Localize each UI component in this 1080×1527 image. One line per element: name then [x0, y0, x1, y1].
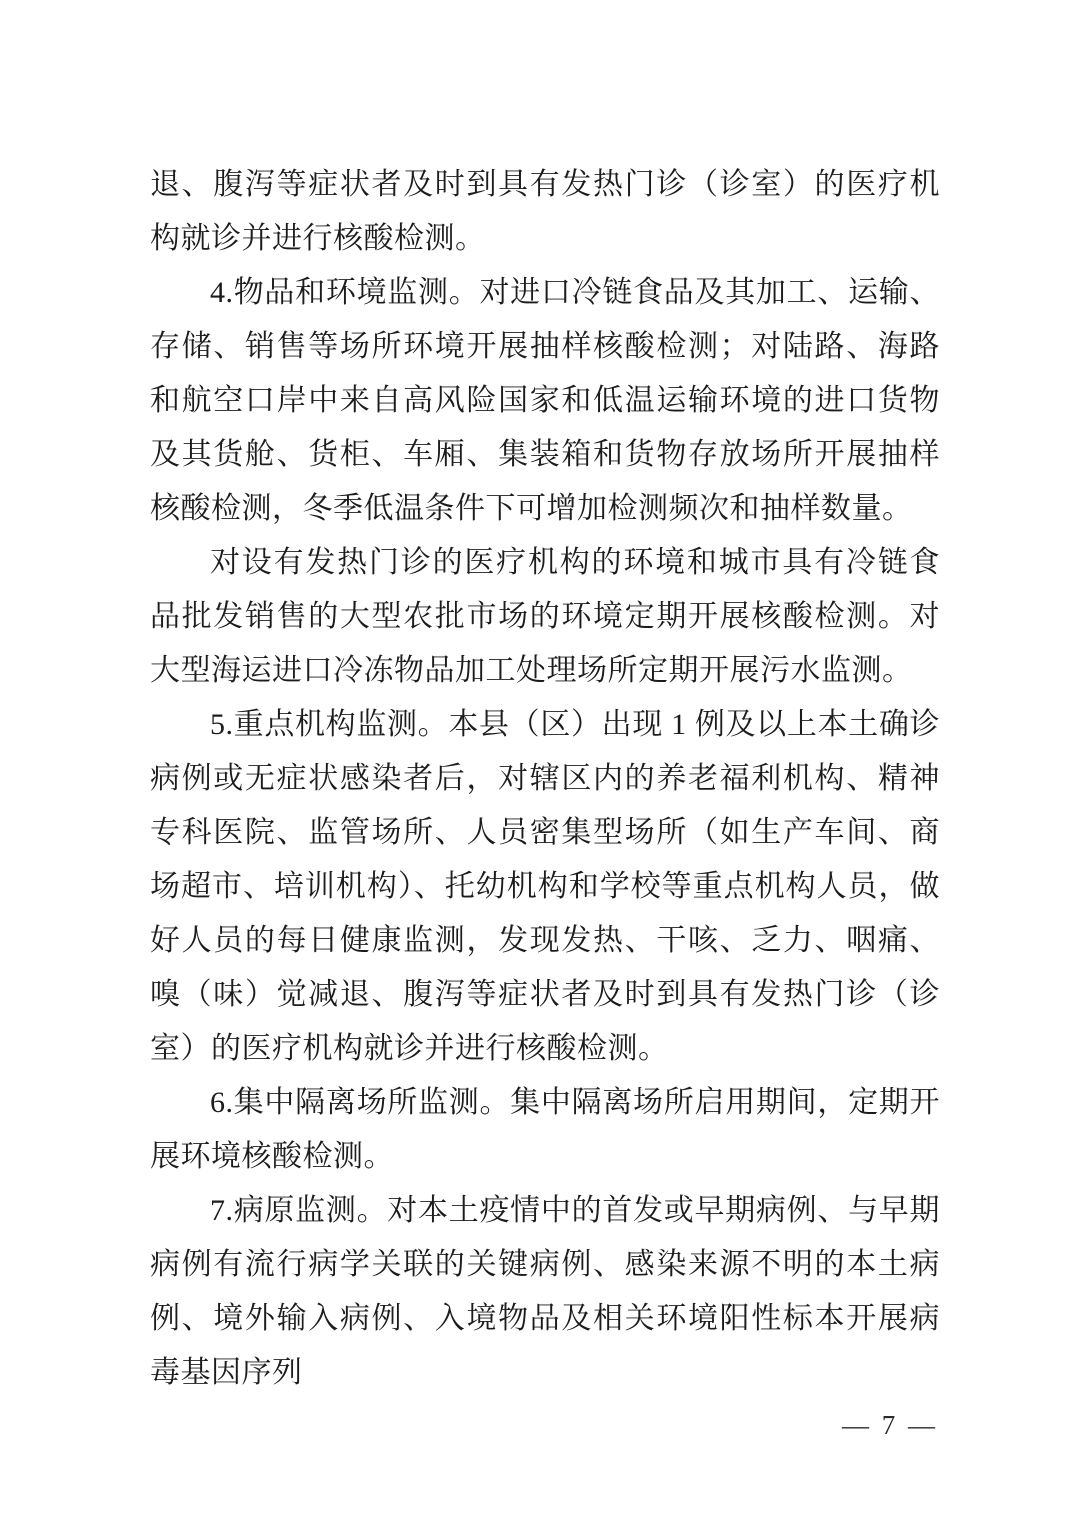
- paragraph-continuation: 退、腹泻等症状者及时到具有发热门诊（诊室）的医疗机构就诊并进行核酸检测。: [150, 168, 940, 255]
- paragraph-item-5-key-institution-monitoring: 5.重点机构监测。本县（区）出现 1 例及以上本土确诊病例或无症状感染者后，对辖区内的养老福利机构、精神专科医院、监管场所、人员密集型场所（如生产车间、商场超市、培训机构）、托幼机构和学校等重点机构人员，做好人员的每日健康监测，发现发热、干咳、乏力、咽痛、嗅（味）觉减退、腹泻等症状者及时到具有发热门诊（诊室）的医疗机构就诊并进行核酸检测。: [150, 708, 940, 1065]
- paragraph-item-6-quarantine-site-monitoring: 6.集中隔离场所监测。集中隔离场所启用期间，定期开展环境核酸检测。: [150, 1086, 940, 1173]
- page-number: — 7 —: [842, 1410, 938, 1440]
- document-body: [150, 158, 940, 1400]
- paragraph-item-7-pathogen-monitoring: 7.病原监测。对本土疫情中的首发或早期病例、与早期病例有流行病学关联的关键病例、感染来源不明的本土病例、境外输入病例、入境物品及相关环境阳性标本开展病毒基因序列: [150, 1194, 940, 1389]
- paragraph-item-4-goods-environment-monitoring: 4.物品和环境监测。对进口冷链食品及其加工、运输、存储、销售等场所环境开展抽样核酸检测；对陆路、海路和航空口岸中来自高风险国家和低温运输环境的进口货物及其货舱、货柜、车厢、集装箱和货物存放场所开展抽样核酸检测，冬季低温条件下可增加检测频次和抽样数量。: [150, 276, 940, 525]
- paragraph-fever-clinic-environment: 对设有发热门诊的医疗机构的环境和城市具有冷链食品批发销售的大型农批市场的环境定期开展核酸检测。对大型海运进口冷冻物品加工处理场所定期开展污水监测。: [150, 546, 940, 687]
